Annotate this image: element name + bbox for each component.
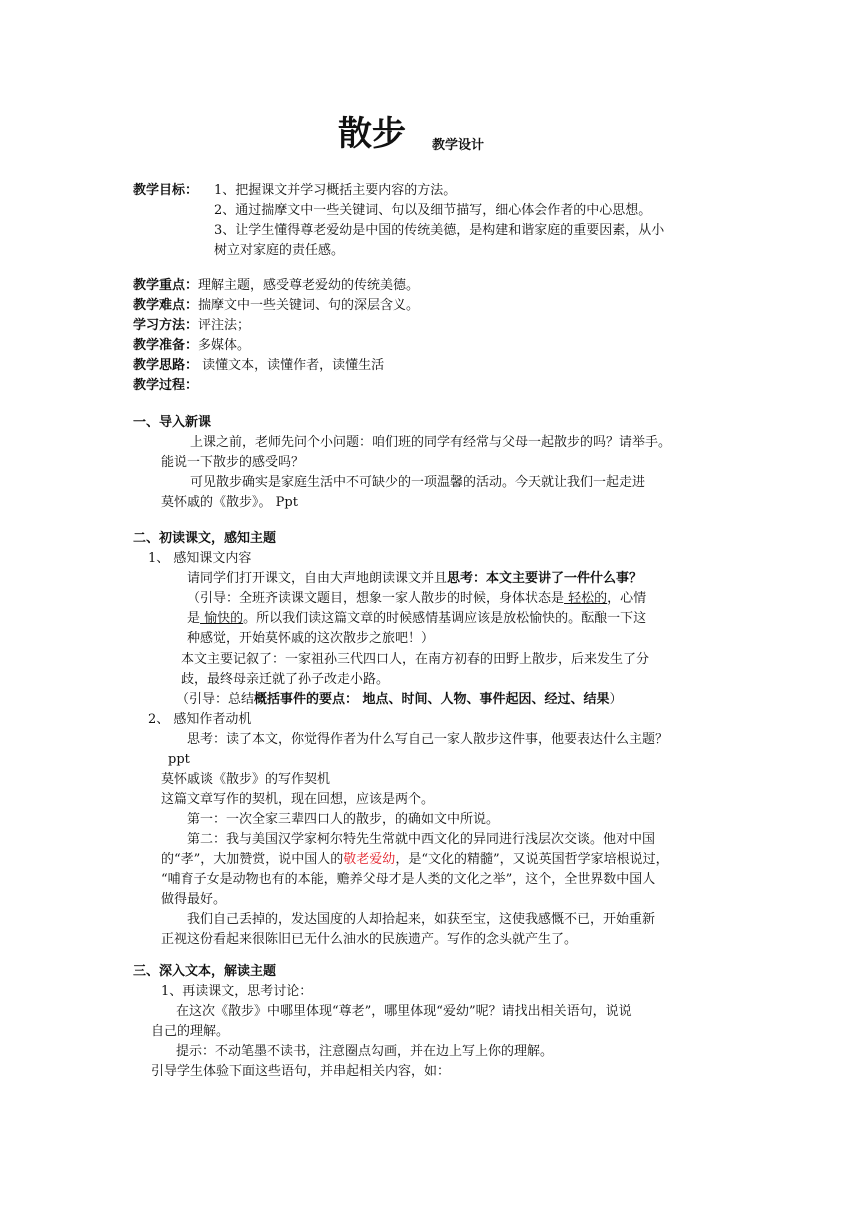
paragraph-line: 正视这份看起来很陈旧已无什么油水的民族遗产。写作的念头就产生了。 [161,932,578,947]
text-run: 请同学们打开课文，自由大声地朗读课文并且 [187,571,448,586]
highlighted-text: 敬老爱幼 [343,852,396,867]
paragraph-line: 在这次《散步》中哪里体现“尊老”，哪里体现“爱幼”呢？请找出相关语句，说说 [176,1004,632,1019]
page-title: 散步 [338,114,406,154]
objective-item: 1、把握课文并学习概括主要内容的方法。 [214,183,457,198]
paragraph-line: 做得最好。 [161,892,227,907]
paragraph-line [176,690,623,709]
paragraph-line: 歧，最终母亲迁就了孙子改走小路。 [181,672,390,687]
paragraph-line: “哺育子女是动物也有的本能，赡养父母才是人类的文化之举”，这个，全世界数中国人 [161,872,656,887]
paragraph-line: 第二：我与美国汉学家柯尔特先生常就中西文化的异同进行浅层次交谈。他对中国 [187,832,656,847]
paragraph-line: 这篇文章写作的契机，现在回想，应该是两个。 [161,792,435,807]
objective-item: 3、让学生懂得尊老爱幼是中国的传统美德，是构建和谐家庭的重要因素，从小 [214,223,665,238]
underlined-text: 愉快的 [200,611,244,626]
meta-row [133,356,384,375]
objectives-label: 教学目标： [133,183,199,198]
text-run: ，心情 [607,591,647,606]
paragraph-line: 本文主要记叙了：一家祖孙三代四口人，在南方初春的田野上散步，后来发生了分 [181,652,650,667]
paragraph-line: 能说一下散步的感受吗？ [161,455,305,470]
meta-label: 教学过程： [133,378,199,393]
meta-value: 理解主题，感受尊老爱幼的传统美德。 [198,278,420,293]
paragraph-line: ppt [168,752,190,767]
bold-text: 概括事件的要点： 地点、时间、人物、事件起因、经过、结果 [254,692,610,707]
subheading: 2、 感知作者动机 [148,712,252,727]
meta-label: 教学重点： [133,278,199,293]
text-run: ） [609,692,623,707]
section-heading: 三、深入文本，解读主题 [133,964,277,979]
bold-text: 思考：本文主要讲了一件什么事？ [447,571,643,586]
meta-label: 教学思路： [133,358,199,373]
text-run: 。所以我们读这篇文章的时候感情基调应该是放松愉快的。酝酿一下这 [243,611,647,626]
meta-label: 学习方法： [133,318,199,333]
paragraph-line [161,850,669,869]
paragraph-line [187,589,646,608]
paragraph-line: 提示：不动笔墨不读书，注意圈点勾画，并在边上写上你的理解。 [176,1044,554,1059]
paragraph-line: 引导学生体验下面这些语句，并串起相关内容，如： [151,1064,451,1079]
objective-item: 树立对家庭的责任感。 [214,243,345,258]
subheading: 1、再读课文，思考讨论： [161,984,313,999]
text-run: ，是“文化的精髓”，又说英国哲学家培根说过， [395,852,669,867]
paragraph-line: 莫怀戚的《散步》。 Ppt [161,495,298,510]
objective-item: 2、通过揣摩文中一些关键词、句以及细节描写，细心体会作者的中心思想。 [214,203,652,218]
meta-value: 揣摩文中一些关键词、句的深层含义。 [198,298,420,313]
section-heading: 一、导入新课 [133,415,212,430]
text-run: （引导：全班齐读课文题目，想象一家人散步的时候，身体状态是 [187,591,565,606]
subheading: 1、 感知课文内容 [148,551,252,566]
paragraph-line: 种感觉，开始莫怀戚的这次散步之旅吧！） [187,631,435,646]
section-heading: 二、初读课文，感知主题 [133,531,277,546]
text-run: （引导：总结 [176,692,255,707]
paragraph-line: 第一：一次全家三辈四口人的散步，的确如文中所说。 [187,812,500,827]
meta-row [133,376,198,395]
meta-value: 评注法； [198,318,251,333]
paragraph-line: 自己的理解。 [151,1024,230,1039]
paragraph-line: 上课之前，老师先问个小问题：咱们班的同学有经常与父母一起散步的吗？请举手。 [190,435,672,450]
text-run: 的“孝”，大加赞赏，说中国人的 [161,852,344,867]
text-run: 是 [187,611,201,626]
paragraph-line: 思考：读了本文，你觉得作者为什么写自己一家人散步这件事，他要表达什么主题？ [187,732,669,747]
meta-label: 教学准备： [133,338,199,353]
paragraph-line [187,569,642,588]
meta-label: 教学难点： [133,298,199,313]
underlined-text: 轻松的 [564,591,608,606]
meta-row [133,296,419,315]
paragraph-line [187,609,646,628]
page-subtitle: 教学设计 [432,138,485,153]
paragraph-line: 我们自己丢掉的，发达国度的人却拾起来，如获至宝，这使我感慨不已，开始重新 [187,912,656,927]
meta-value: 多媒体。 [198,338,251,353]
paragraph-line: 莫怀戚谈《散步》的写作契机 [161,772,331,787]
meta-row [133,336,250,355]
meta-value: 读懂文本，读懂作者，读懂生活 [198,358,385,373]
paragraph-line: 可见散步确实是家庭生活中不可缺少的一项温馨的活动。今天就让我们一起走进 [190,475,646,490]
meta-row [133,316,250,335]
meta-row [133,276,419,295]
